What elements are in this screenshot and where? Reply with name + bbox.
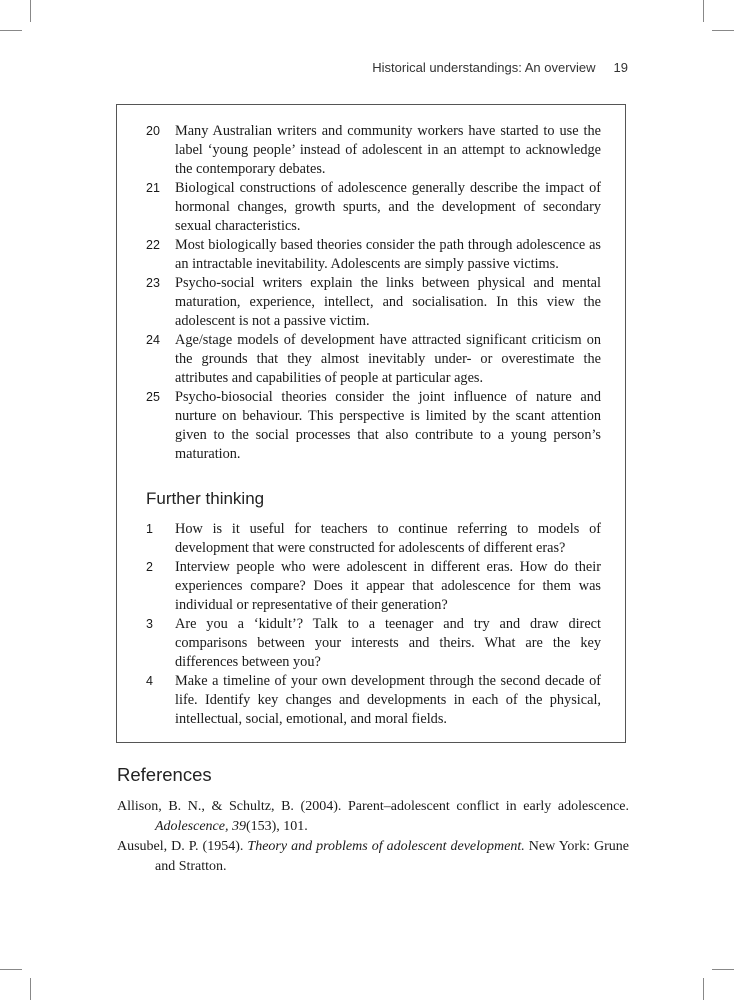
reference-entry bbox=[117, 797, 629, 836]
list-item bbox=[146, 388, 601, 464]
item-number: 2 bbox=[146, 560, 153, 574]
item-text: Most biologically based theories consider the path through adolescence as an intractable inevitability. Adolescents are simply passive victims. bbox=[175, 237, 601, 272]
list-item bbox=[146, 672, 601, 729]
item-number: 4 bbox=[146, 674, 153, 688]
item-text: Age/stage models of development have attracted significant criticism on the grounds that they almost inevitably under- or overestimate the attributes and capabilities of people at particular ages. bbox=[175, 332, 601, 386]
reference-text: Ausubel, D. P. (1954). bbox=[117, 839, 248, 854]
item-number: 21 bbox=[146, 181, 160, 195]
item-number: 20 bbox=[146, 124, 160, 138]
running-header bbox=[0, 60, 628, 75]
item-number: 23 bbox=[146, 276, 160, 290]
summary-list bbox=[146, 122, 601, 464]
crop-mark bbox=[30, 0, 31, 22]
list-item bbox=[146, 615, 601, 672]
item-text: Make a timeline of your own development through the second decade of life. Identify key changes and developments in each of the physical, intellectual, social, emotional, and moral fields. bbox=[175, 673, 601, 727]
reference-journal: Adolescence, 39 bbox=[155, 818, 246, 834]
reference-book-title: Theory and problems of adolescent development. bbox=[247, 839, 525, 854]
further-thinking-heading: Further thinking bbox=[146, 489, 265, 508]
item-text: Psycho-social writers explain the links between physical and mental maturation, experience, intellect, and socialisation. In this view the adolescent is not a passive victim. bbox=[175, 275, 601, 329]
crop-mark bbox=[703, 0, 704, 22]
references-heading: References bbox=[117, 764, 212, 785]
list-item bbox=[146, 520, 601, 558]
crop-mark bbox=[30, 978, 31, 1000]
item-text: Biological constructions of adolescence generally describe the impact of hormonal changes, growth spurts, and the development of secondary sexual characteristics. bbox=[175, 180, 601, 234]
running-title: Historical understandings: An overview bbox=[372, 60, 596, 75]
further-thinking-list bbox=[146, 520, 601, 729]
reference-list bbox=[117, 797, 629, 877]
item-text: Psycho-biosocial theories consider the joint influence of nature and nurture on behaviour. This perspective is limited by the scant attention given to the social processes that also contribute to a young person’s maturation. bbox=[175, 389, 601, 462]
crop-mark bbox=[0, 30, 22, 31]
reference-entry bbox=[117, 837, 629, 876]
list-item bbox=[146, 236, 601, 274]
crop-mark bbox=[703, 978, 704, 1000]
item-text: Many Australian writers and community workers have started to use the label ‘young people’ instead of adolescent in an attempt to acknowledge the contemporary debates. bbox=[175, 123, 601, 177]
item-number: 24 bbox=[146, 333, 160, 347]
list-item bbox=[146, 122, 601, 179]
list-item bbox=[146, 331, 601, 388]
item-number: 1 bbox=[146, 522, 153, 536]
item-number: 3 bbox=[146, 617, 153, 631]
item-text: How is it useful for teachers to continue referring to models of development that were constructed for adolescents of different eras? bbox=[175, 521, 601, 556]
list-item bbox=[146, 274, 601, 331]
reference-text: (153), 101. bbox=[245, 818, 308, 834]
item-number: 22 bbox=[146, 238, 160, 252]
item-text: Are you a ‘kidult’? Talk to a teenager and try and draw direct comparisons between your interests and theirs. What are the key differences between you? bbox=[175, 616, 601, 670]
page-number: 19 bbox=[613, 60, 628, 75]
list-item bbox=[146, 558, 601, 615]
crop-mark bbox=[712, 969, 734, 970]
reference-text: Allison, B. N., & Schultz, B. (2004). Parent–adolescent conflict in early adolescence. bbox=[117, 799, 629, 814]
item-number: 25 bbox=[146, 390, 160, 404]
item-text: Interview people who were adolescent in different eras. How do their experiences compare? Does it appear that adolescence for them was individual or representative of their generation? bbox=[175, 559, 601, 613]
reference-text: New York: Grune and Stratton. bbox=[155, 839, 629, 874]
list-item bbox=[146, 179, 601, 236]
crop-mark bbox=[0, 969, 22, 970]
crop-mark bbox=[712, 30, 734, 31]
